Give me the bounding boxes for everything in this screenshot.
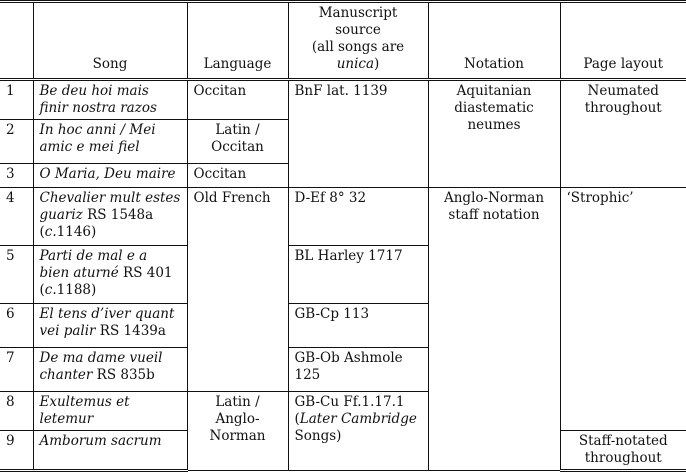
header-source-unica: unica <box>336 56 375 72</box>
source-main: GB-Cu Ff.1.17.1 <box>294 394 405 410</box>
header-source-line2: (all songs are <box>311 39 405 55</box>
notation-cell: Aquitanian diastematic neumes <box>428 80 560 188</box>
song-catalogue: RS 835b <box>92 367 155 383</box>
song-title-italic: O Maria, Deu maire <box>39 166 176 182</box>
song-catalogue: RS 401 ( <box>39 265 173 298</box>
table-row <box>0 80 686 120</box>
header-source-close: ) <box>374 56 380 72</box>
song-title <box>33 80 187 120</box>
source-songs: Songs <box>294 428 337 444</box>
row-number: 7 <box>0 348 33 392</box>
song-date: 1188) <box>56 282 97 298</box>
source-cell: D-Ef 8° 32 <box>288 188 428 246</box>
row-number: 5 <box>0 246 33 304</box>
table-row <box>0 188 686 246</box>
row-number: 9 <box>0 431 33 471</box>
song-title-italic: Amborum sacrum <box>39 433 162 449</box>
header-number <box>0 2 33 80</box>
source-cell: GB-Ob Ashmole 125 <box>288 348 428 392</box>
row-number: 4 <box>0 188 33 246</box>
header-manuscript-source <box>288 2 428 80</box>
layout-cell: Neumated throughout <box>560 80 686 188</box>
row-number: 3 <box>0 164 33 188</box>
header-source-line3 <box>295 56 422 73</box>
song-circa: c. <box>44 282 57 298</box>
song-title-italic: In hoc anni / Mei amic e mei fiel <box>39 122 156 155</box>
song-title-italic: Chevalier mult estes guariz <box>39 190 181 223</box>
song-title-italic: Exultemus et letemur <box>39 394 130 427</box>
song-title-italic: El tens d’iver quant vei palir <box>39 306 175 339</box>
header-row <box>0 2 686 80</box>
song-title-italic: De ma dame vueil chanter <box>39 350 163 383</box>
song-title <box>33 188 187 246</box>
row-number: 6 <box>0 304 33 348</box>
language-cell: Old French <box>187 188 288 392</box>
header-song: Song <box>33 2 187 80</box>
song-title-italic: Parti de mal e a bien aturné <box>39 248 148 281</box>
header-notation: Notation <box>428 2 560 80</box>
source-cell: BL Harley 1717 <box>288 246 428 304</box>
song-title <box>33 348 187 392</box>
source-paren-close: ) <box>336 428 342 444</box>
row-number: 8 <box>0 392 33 431</box>
song-catalogue: RS 1439a <box>95 323 166 339</box>
song-title-italic: Be deu hoi mais finir nostra razos <box>39 83 157 116</box>
song-title <box>33 392 187 431</box>
source-paren-open: ( <box>294 411 300 427</box>
song-title <box>33 120 187 164</box>
header-source-line1: Manuscript source <box>318 5 398 38</box>
song-title <box>33 431 187 471</box>
language-cell: Occitan <box>187 164 288 188</box>
song-title <box>33 304 187 348</box>
language-cell: Occitan <box>187 80 288 120</box>
song-date: 1146) <box>56 224 97 240</box>
song-title <box>33 246 187 304</box>
language-cell: Latin / Anglo-Norman <box>187 392 288 471</box>
language-cell: Latin / Occitan <box>187 120 288 164</box>
header-page-layout: Page layout <box>560 2 686 80</box>
source-cell: GB-Cp 113 <box>288 304 428 348</box>
source-cell: BnF lat. 1139 <box>288 80 428 188</box>
row-number: 1 <box>0 80 33 120</box>
source-cell <box>288 392 428 471</box>
song-circa: c. <box>44 224 57 240</box>
header-language: Language <box>187 2 288 80</box>
song-title <box>33 164 187 188</box>
song-catalogue: RS 1548a ( <box>39 207 154 240</box>
notation-cell: Anglo-Norman staff notation <box>428 188 560 471</box>
layout-cell: Staff-notated throughout <box>560 431 686 471</box>
row-number: 2 <box>0 120 33 164</box>
source-later-cambridge: Later Cambridge <box>299 411 417 427</box>
layout-cell: ‘Strophic’ <box>560 188 686 431</box>
